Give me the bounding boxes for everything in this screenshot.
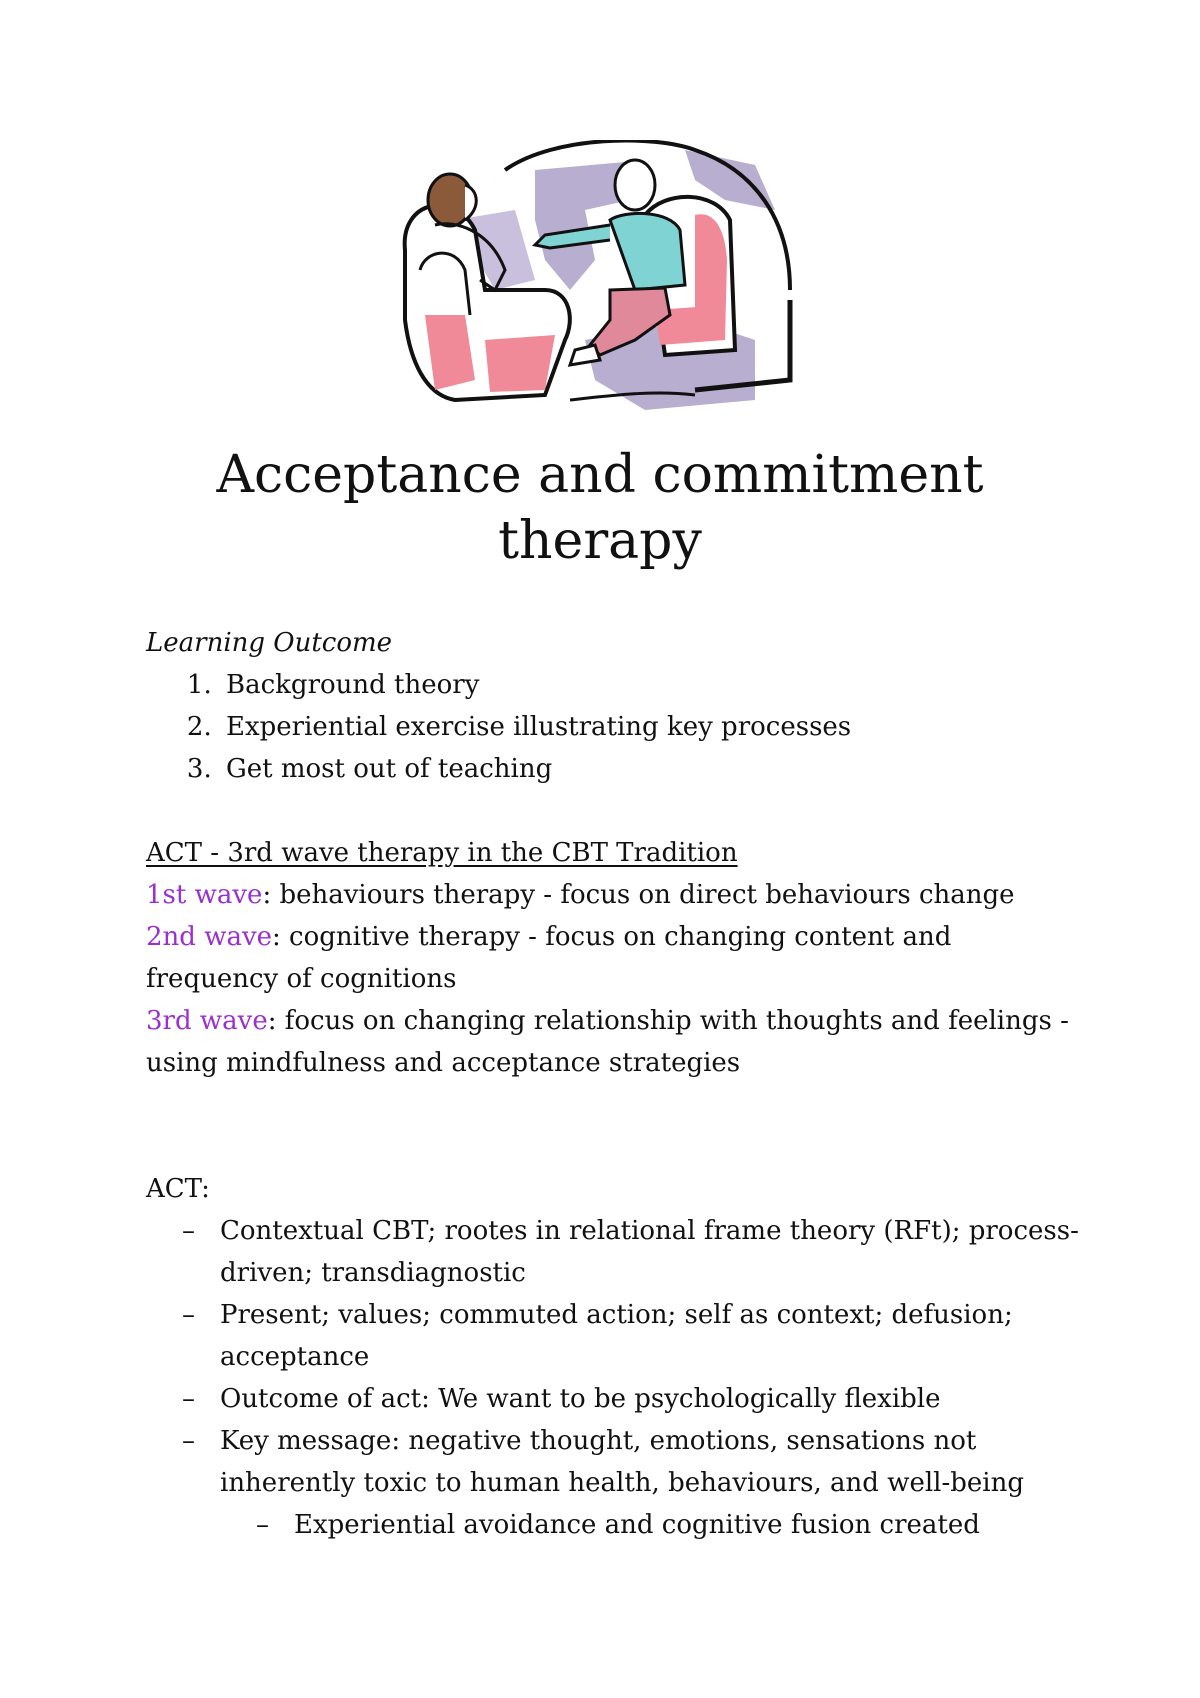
wave-text: : behaviours therapy - focus on direct behaviours change — [262, 880, 1015, 910]
list-item: 3. Get most out of teaching — [220, 748, 1086, 790]
act-label: ACT: — [146, 1174, 210, 1204]
wave-text: : focus on changing relationship with thoughts and feelings - using mindfulness and acceptance strategies — [146, 1006, 1069, 1078]
list-item: 2. Experiential exercise illustrating key processes — [220, 706, 1086, 748]
learning-outcome-list — [146, 664, 1086, 790]
right-person-shoe — [570, 345, 600, 365]
wave-2 — [146, 916, 1086, 1000]
act-points-list — [146, 1210, 1086, 1546]
list-item — [220, 1420, 1086, 1546]
title-line-2: therapy — [498, 511, 702, 571]
therapy-session-clipart — [395, 140, 815, 430]
list-item-text: Key message: negative thought, emotions, sensations not inherently toxic to human health, behaviours, and well-being — [220, 1426, 1024, 1498]
page-title — [0, 442, 1200, 574]
notes-content — [146, 622, 1086, 1546]
list-item: – Experiential avoidance and cognitive fusion created — [294, 1504, 1086, 1546]
list-item: – Present; values; commuted action; self as context; defusion; acceptance — [220, 1294, 1086, 1378]
act-subpoints-list — [220, 1504, 1086, 1546]
act-waves-heading: ACT - 3rd wave therapy in the CBT Tradition — [146, 838, 738, 868]
learning-outcome-heading: Learning Outcome — [146, 628, 393, 658]
list-item: – Contextual CBT; rootes in relational frame theory (RFt); process-driven; transdiagnostic — [220, 1210, 1086, 1294]
wave-label: 2nd wave — [146, 922, 273, 952]
list-item: – Outcome of act: We want to be psychologically flexible — [220, 1378, 1086, 1420]
list-item: 1. Background theory — [220, 664, 1086, 706]
left-armchair-seat — [485, 335, 555, 392]
wave-text: : cognitive therapy - focus on changing content and frequency of cognitions — [146, 922, 952, 994]
left-person-face — [465, 185, 476, 220]
wave-label: 1st wave — [146, 880, 263, 910]
right-person-shirt — [610, 213, 685, 290]
wave-label: 3rd wave — [146, 1006, 268, 1036]
wave-3 — [146, 1000, 1086, 1084]
title-line-1: Acceptance and commitment — [216, 445, 984, 505]
right-person-head — [615, 160, 655, 210]
wave-1 — [146, 874, 1086, 916]
